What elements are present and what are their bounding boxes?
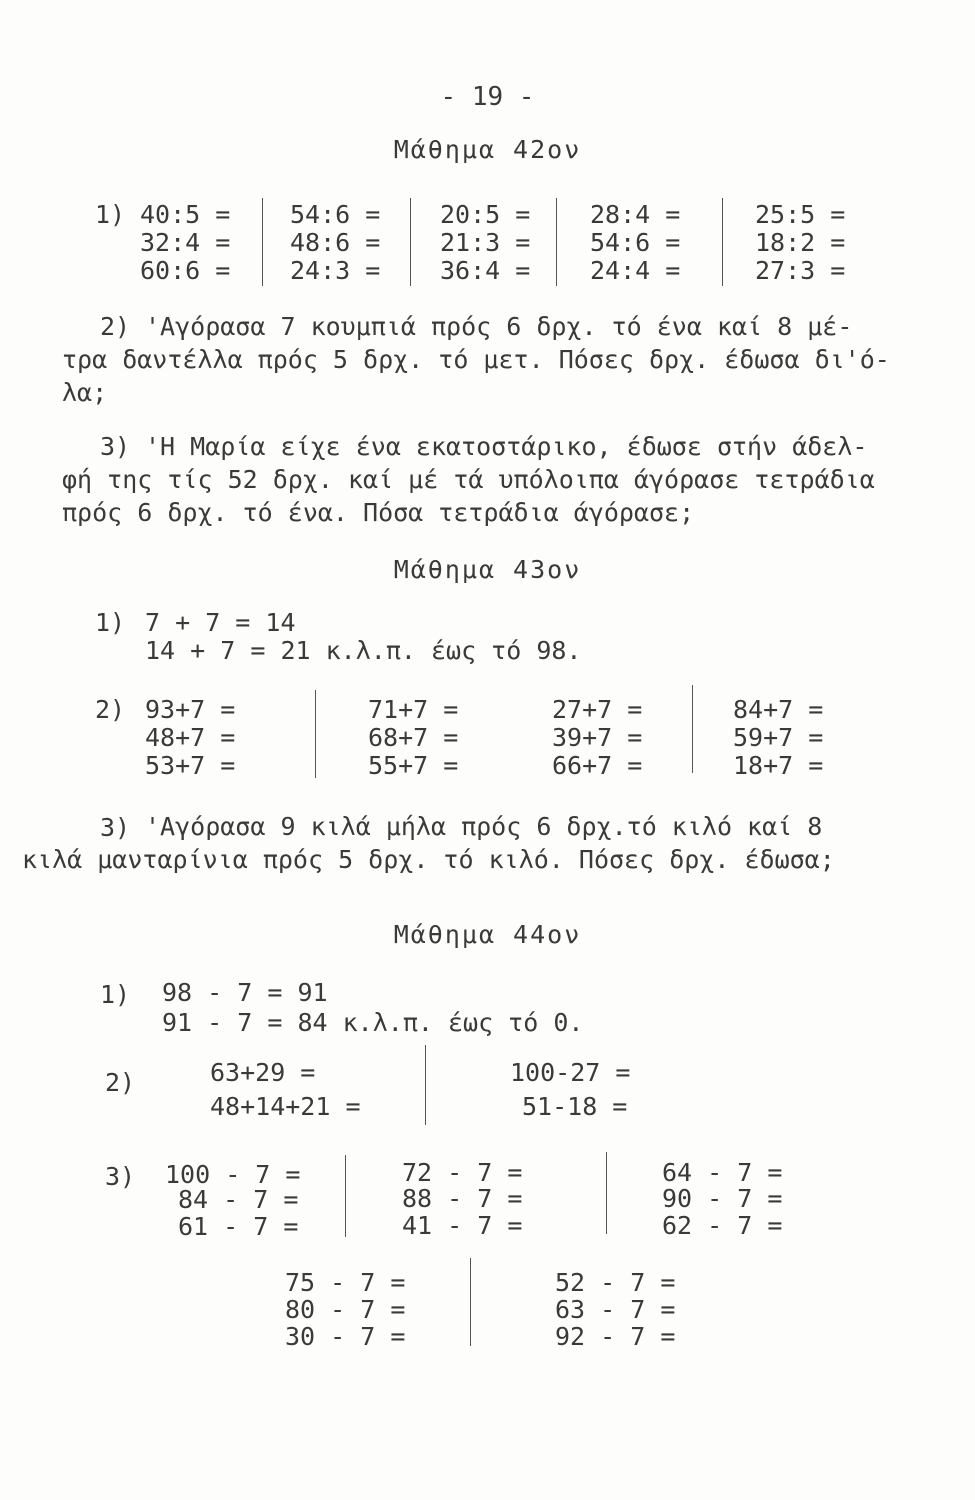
l43-ex2-c2-r2: 66+7 = xyxy=(552,751,643,780)
l42-ex1-c1-r1: 48:6 = xyxy=(290,228,381,257)
l42-ex1-c3-r0: 28:4 = xyxy=(590,200,681,229)
l42-ex1-c2-r1: 21:3 = xyxy=(440,228,531,257)
l44-ex3-c1-r0: 72 - 7 = xyxy=(402,1158,523,1187)
l42-ex1-c2-r2: 36:4 = xyxy=(440,256,531,285)
l44-ex3b-c0-r2: 30 - 7 = xyxy=(285,1322,406,1351)
l44-ex1-label: 1) xyxy=(100,980,131,1009)
l42-ex2-line1: 'Αγόρασα 7 κουμπιά πρός 6 δρχ. τό ένα καί 8 μέ- xyxy=(145,312,853,341)
l43-ex3-line1: 'Αγόρασα 9 κιλά μήλα πρός 6 δρχ.τό κιλό καί 8 xyxy=(145,812,823,841)
l43-ex2-c2-r0: 27+7 = xyxy=(552,695,643,724)
l42-ex1-c0-r0: 40:5 = xyxy=(140,200,231,229)
l42-ex1-c3-r1: 54:6 = xyxy=(590,228,681,257)
column-divider xyxy=(315,690,316,778)
l44-ex2-c1-r0: 100-27 = xyxy=(510,1058,631,1087)
l43-ex2-c0-r1: 48+7 = xyxy=(145,723,236,752)
l43-ex2-label: 2) xyxy=(95,695,126,724)
l42-ex1-c1-r0: 54:6 = xyxy=(290,200,381,229)
column-divider xyxy=(606,1152,607,1234)
l44-ex2-label: 2) xyxy=(105,1068,136,1097)
column-divider xyxy=(470,1258,471,1346)
l44-ex3b-c0-r0: 75 - 7 = xyxy=(285,1268,406,1297)
l43-ex1-label: 1) xyxy=(95,608,126,637)
l43-ex2-c3-r0: 84+7 = xyxy=(733,695,824,724)
l43-ex3-label: 3) xyxy=(100,813,131,842)
l43-ex2-c1-r0: 71+7 = xyxy=(368,695,459,724)
l44-ex3b-c1-r0: 52 - 7 = xyxy=(555,1268,676,1297)
l42-ex1-label: 1) xyxy=(95,200,126,229)
l42-ex1-c3-r2: 24:4 = xyxy=(590,256,681,285)
l43-ex3-line2: κιλά μανταρίνια πρός 5 δρχ. τό κιλό. Πόσες δρχ. έδωσα; xyxy=(22,845,835,874)
column-divider xyxy=(692,685,693,773)
l43-ex2-c1-r1: 68+7 = xyxy=(368,723,459,752)
l44-ex2-c1-r1: 51-18 = xyxy=(522,1092,628,1121)
column-divider xyxy=(345,1155,346,1237)
l44-ex1-line1: 98 - 7 = 91 xyxy=(162,978,328,1007)
column-divider xyxy=(410,198,411,286)
l43-ex2-c3-r2: 18+7 = xyxy=(733,751,824,780)
l42-ex2-line2: τρα δαντέλλα πρός 5 δρχ. τό μετ. Πόσες δρχ. έδωσα δι'ό- xyxy=(62,345,890,374)
l43-ex2-c0-r2: 53+7 = xyxy=(145,751,236,780)
l42-ex1-c0-r1: 32:4 = xyxy=(140,228,231,257)
column-divider xyxy=(556,198,557,286)
column-divider xyxy=(262,198,263,286)
l43-ex1-line1: 7 + 7 = 14 xyxy=(145,608,296,637)
l42-ex1-c4-r0: 25:5 = xyxy=(755,200,846,229)
column-divider xyxy=(722,198,723,286)
page-number: - 19 - xyxy=(440,82,535,112)
l44-ex3-c1-r2: 41 - 7 = xyxy=(402,1211,523,1240)
l44-ex3-label: 3) xyxy=(105,1162,136,1191)
l44-ex3b-c0-r1: 80 - 7 = xyxy=(285,1295,406,1324)
l42-ex1-c1-r2: 24:3 = xyxy=(290,256,381,285)
l44-ex3-c0-r1: 84 - 7 = xyxy=(178,1185,299,1214)
l43-ex2-c0-r0: 93+7 = xyxy=(145,695,236,724)
lesson-42-title: Μάθημα 42ον xyxy=(393,135,582,164)
l44-ex3b-c1-r1: 63 - 7 = xyxy=(555,1295,676,1324)
l44-ex2-c0-r0: 63+29 = xyxy=(210,1058,316,1087)
l44-ex3-c0-r0: 100 - 7 = xyxy=(165,1160,301,1189)
lesson-44-title: Μάθημα 44ον xyxy=(393,920,582,949)
l44-ex2-c0-r1: 48+14+21 = xyxy=(210,1092,361,1121)
l43-ex1-line2: 14 + 7 = 21 κ.λ.π. έως τό 98. xyxy=(145,636,582,665)
l42-ex3-line2: φή της τίς 52 δρχ. καί μέ τά υπόλοιπα άγόρασε τετράδια xyxy=(62,465,875,494)
l42-ex3-line1: 'Η Μαρία είχε ένα εκατοστάρικο, έδωσε στήν άδελ- xyxy=(145,432,868,461)
l43-ex2-c1-r2: 55+7 = xyxy=(368,751,459,780)
l42-ex3-line3: πρός 6 δρχ. τό ένα. Πόσα τετράδια άγόρασε; xyxy=(62,498,695,527)
l44-ex3-c0-r2: 61 - 7 = xyxy=(178,1212,299,1241)
lesson-43-title: Μάθημα 43ον xyxy=(393,555,582,584)
l43-ex2-c3-r1: 59+7 = xyxy=(733,723,824,752)
column-divider xyxy=(425,1045,426,1125)
l44-ex3-c1-r1: 88 - 7 = xyxy=(402,1184,523,1213)
l44-ex3-c2-r1: 90 - 7 = xyxy=(662,1184,783,1213)
l42-ex1-c4-r1: 18:2 = xyxy=(755,228,846,257)
l42-ex3-label: 3) xyxy=(100,432,131,461)
l43-ex2-c2-r1: 39+7 = xyxy=(552,723,643,752)
l42-ex1-c2-r0: 20:5 = xyxy=(440,200,531,229)
l42-ex1-c4-r2: 27:3 = xyxy=(755,256,846,285)
l42-ex2-label: 2) xyxy=(100,312,131,341)
l44-ex3-c2-r0: 64 - 7 = xyxy=(662,1158,783,1187)
l42-ex1-c0-r2: 60:6 = xyxy=(140,256,231,285)
l44-ex1-line2: 91 - 7 = 84 κ.λ.π. έως τό 0. xyxy=(162,1008,584,1037)
l44-ex3b-c1-r2: 92 - 7 = xyxy=(555,1322,676,1351)
l44-ex3-c2-r2: 62 - 7 = xyxy=(662,1211,783,1240)
l42-ex2-line3: λα; xyxy=(62,378,108,407)
